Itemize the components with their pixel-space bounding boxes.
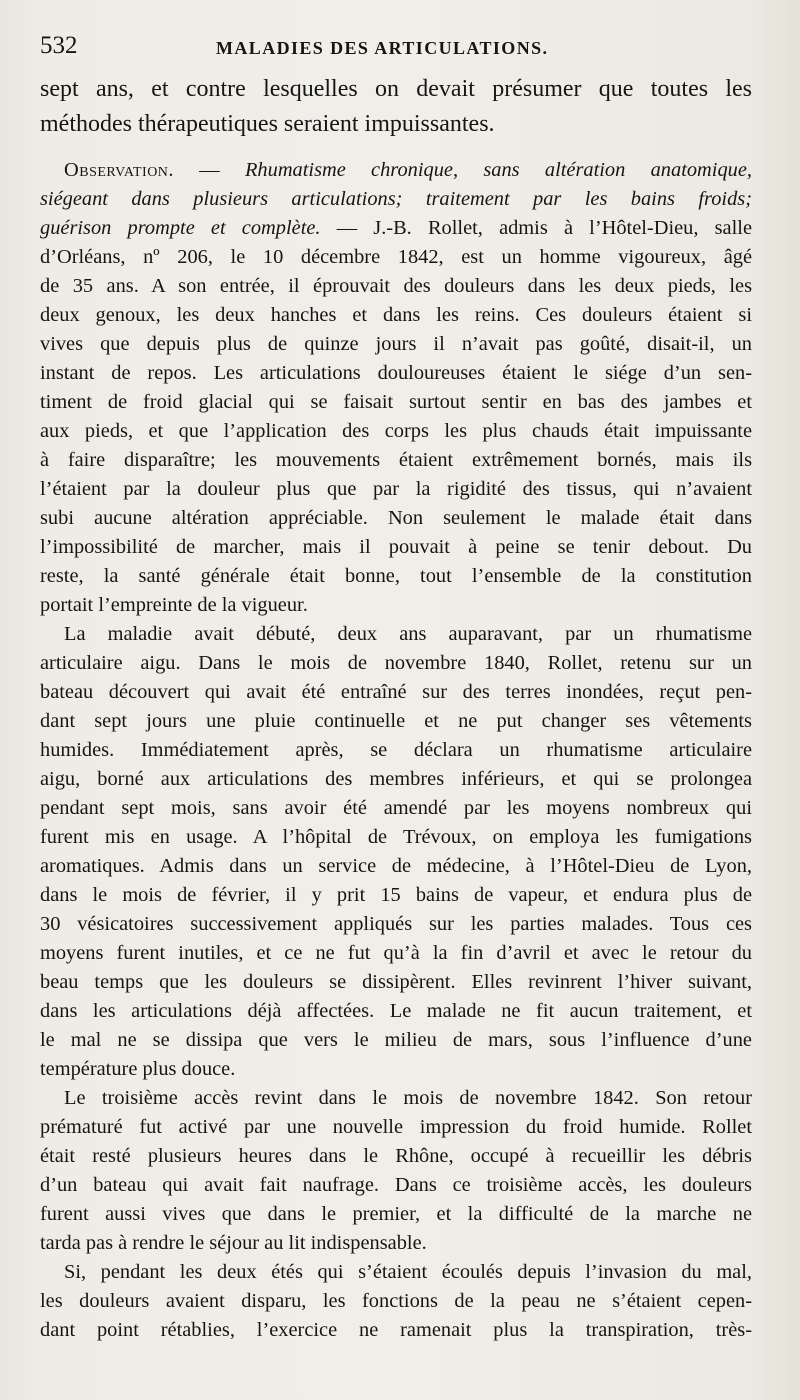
- text-line: Le troisième accès revint dans le mois de novembre 1842. Son retour: [64, 1087, 752, 1109]
- text-line: dans les articulations déjà affectées. Le malade ne fit aucun traitement, et: [40, 1000, 752, 1022]
- observation-subtitle-line: siégeant dans plusieurs articulations; traitement par les bains froids;: [40, 188, 752, 210]
- text-line: bateau découvert qui avait été entraîné sur des terres inondées, reçut pen-: [40, 681, 752, 703]
- text-line: instant de repos. Les articulations douloureuses étaient le siége d’un sen-: [40, 362, 752, 384]
- text-line: moyens furent inutiles, et ce ne fut qu’à la fin d’avril et avec le retour du: [40, 942, 752, 964]
- text-line: sept ans, et contre lesquelles on devait présumer que toutes les: [40, 76, 752, 102]
- text-line: d’un bateau qui avait fait naufrage. Dans ce troisième accès, les douleurs: [40, 1174, 752, 1196]
- text-line: l’impossibilité de marcher, mais il pouvait à peine se tenir debout. Du: [40, 536, 752, 558]
- text-line: tarda pas à rendre le séjour au lit indispensable.: [40, 1232, 427, 1254]
- text-line: aux pieds, et que l’application des corps les plus chauds était impuissante: [40, 420, 752, 442]
- text-line: dans le mois de février, il y prit 15 bains de vapeur, et endura plus de: [40, 884, 752, 906]
- text-line: température plus douce.: [40, 1058, 236, 1080]
- text-line: articulaire aigu. Dans le mois de novembre 1840, Rollet, retenu sur un: [40, 652, 752, 674]
- text-line: l’étaient par la douleur plus que par la rigidité des tissus, qui n’avaient: [40, 478, 752, 500]
- text-line: 30 vésicatoires successivement appliqués sur les parties malades. Tous ces: [40, 913, 752, 935]
- observation-subtitle-end: guérison prompte et complète.: [40, 217, 321, 239]
- observation-subtitle-line: [40, 214, 752, 243]
- text-line: vives que depuis plus de quinze jours il n’avait pas goûté, disait-il, un: [40, 333, 752, 355]
- text-line: le mal ne se dissipa que vers le milieu de mars, sous l’influence d’une: [40, 1029, 752, 1051]
- observation-label: Observation.: [64, 159, 175, 181]
- text-line: dant sept jours une pluie continuelle et ne put changer ses vêtements: [40, 710, 752, 732]
- text-line: Si, pendant les deux étés qui s’étaient écoulés depuis l’invasion du mal,: [64, 1261, 752, 1283]
- text-line: aigu, borné aux articulations des membres inférieurs, et qui se prolongea: [40, 768, 752, 790]
- text-line: furent aussi vives que dans le premier, et la difficulté de la marche ne: [40, 1203, 752, 1225]
- text-line: timent de froid glacial qui se faisait surtout sentir en bas des jambes et: [40, 391, 752, 413]
- observation-dash: —: [174, 159, 245, 181]
- text-line: humides. Immédiatement après, se déclara un rhumatisme articulaire: [40, 739, 752, 761]
- text-line: était resté plusieurs heures dans le Rhône, occupé à recueillir les débris: [40, 1145, 752, 1167]
- text-line: les douleurs avaient disparu, les fonctions de la peau ne s’étaient cepen-: [40, 1290, 752, 1312]
- text-line: furent mis en usage. A l’hôpital de Trévoux, on employa les fumigations: [40, 826, 752, 848]
- observation-patient-intro: — J.-B. Rollet, admis à l’Hôtel-Dieu, salle: [320, 217, 752, 239]
- running-head: MALADIES DES ARTICULATIONS.: [216, 38, 549, 58]
- text-line: méthodes thérapeutiques seraient impuissantes.: [40, 111, 495, 137]
- text-line: deux genoux, les deux hanches et dans les reins. Ces douleurs étaient si: [40, 304, 752, 326]
- text-line: reste, la santé générale était bonne, tout l’ensemble de la constitution: [40, 565, 752, 587]
- text-line: beau temps que les douleurs se dissipèrent. Elles revinrent l’hiver suivant,: [40, 971, 752, 993]
- text-line: aromatiques. Admis dans un service de médecine, à l’Hôtel-Dieu de Lyon,: [40, 855, 752, 877]
- text-line: dant point rétablies, l’exercice ne ramenait plus la transpiration, très-: [40, 1319, 752, 1341]
- page-number: 532: [40, 32, 78, 59]
- observation-title: Rhumatisme chronique, sans altération anatomique,: [244, 159, 752, 181]
- text-line: de 35 ans. A son entrée, il éprouvait des douleurs dans les deux pieds, les: [40, 275, 752, 297]
- page-body: [40, 72, 752, 1345]
- observation-heading-line: [40, 156, 752, 185]
- text-line: subi aucune altération appréciable. Non seulement le malade était dans: [40, 507, 752, 529]
- page-header: [40, 32, 752, 64]
- text-line: prématuré fut activé par une nouvelle impression du froid humide. Rollet: [40, 1116, 752, 1138]
- text-line: La maladie avait débuté, deux ans auparavant, par un rhumatisme: [64, 623, 752, 645]
- text-line: portait l’empreinte de la vigueur.: [40, 594, 308, 616]
- text-line: à faire disparaître; les mouvements étaient extrêmement bornés, mais ils: [40, 449, 752, 471]
- text-line: d’Orléans, nº 206, le 10 décembre 1842, est un homme vigoureux, âgé: [40, 246, 752, 268]
- text-line: pendant sept mois, sans avoir été amendé par les moyens nombreux qui: [40, 797, 752, 819]
